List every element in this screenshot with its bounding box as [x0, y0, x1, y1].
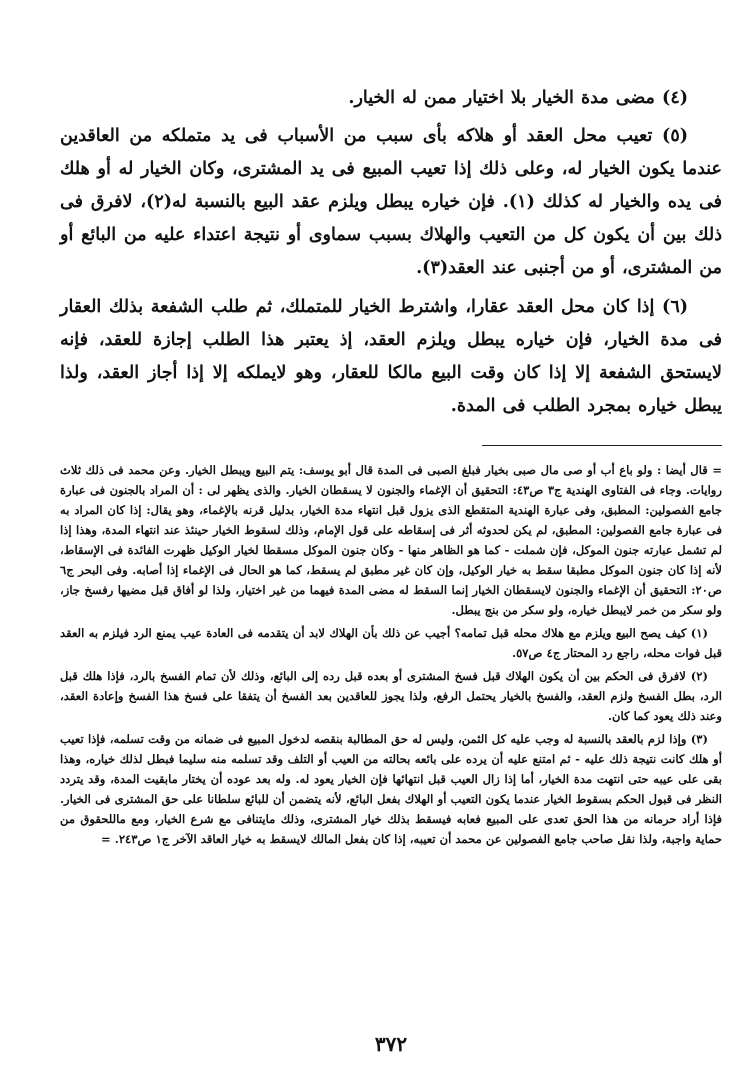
footnote-1: (١) كيف يصح البيع ويلزم مع هلاك محله قبل تمامه؟ أجيب عن ذلك بأن الهلاك لابد أن يتقدمه فى العادة عيب يمنع الرد فيلزم به العقد قبل فوات محله، راجع رد المحتار ج٤ ص٥٧. — [60, 626, 722, 660]
document-page — [60, 82, 722, 1072]
footnote-3: (٣) وإذا لزم بالعقد بالنسبة له وجب عليه كل الثمن، وليس له حق المطالبة بنقصه لدخول المبيع فى ضمانه من وقت تسلمه، فإذا تعيب أو هلك كانت نتيجة ذلك عليه - ثم امتنع عليه أن يرده على بائعه بحالته من العيب أو التلف وقد تسلمه منه سليما فبطل لذلك خياره، وهذا بقى على عيبه حتى انتهت مدة الخيار، أما إذا زال العيب قبل انتهائها فإن الخيار يعود له. وله بعد عوده أن يختار مابقيت المدة، وقد يتردد النظر فى قبول الحكم بسقوط الخيار عندما يكون التعيب أو الهلاك بفعل البائع، لأنه يتضمن أن للبائع سلطانا على حق المشترى فى الخيار. فإذا أراد حرمانه من هذا الحق تعدى على المبيع فعابه فيسقط بذلك خيار المشترى، وذلك مايتنافى مع شرع الخيار، ومع ماللحقوق من حماية واجبة، ولذا نقل صاحب جامع الفصولين عن محمد أن تعيبه، إذا كان بفعل المالك لايسقط به خيار العاقد الآخر ج١ ص٢٤٣. = — [60, 732, 722, 846]
footnote-2: (٢) لافرق فى الحكم بين أن يكون الهلاك قبل فسخ المشترى أو بعده قبل رده إلى البائع، وذلك لأن تمام الفسخ بالرد، فإذا هلك قبل الرد، بطل الفسخ ولزم العقد، والفسخ بالخيار يحتمل الرفع، ولذا يجوز للعاقدين بعد الفسخ أن يتفقا على فسخ هذا الفسخ وإعادة العقد، وعند ذلك يعود كما كان. — [60, 669, 722, 723]
main-text — [60, 82, 722, 423]
paragraph-6: (٦) إذا كان محل العقد عقارا، واشترط الخيار للمتملك، ثم طلب الشفعة بذلك العقار فى مدة الخيار، فإن خياره يبطل ويلزم العقد، إذ يعتبر هذا الطلب إجازة للعقد، فإنه لايستحق الشفعة إلا إذا كان وقت البيع مالكا للعقار، وهو لايملكه إلا إذا أجاز العقد، ولذا يبطل خياره بمجرد الطلب فى المدة. — [60, 297, 722, 416]
paragraph-5: (٥) تعيب محل العقد أو هلاكه بأى سبب من الأسباب فى يد متملكه من العاقدين عندما يكون الخيار له، وعلى ذلك إذا تعيب المبيع فى يد المشترى، وكان الخيار له أو هلك فى يده والخيار له كذلك (١). فإن خياره يبطل ويلزم عقد البيع بالنسبة له(٢)، لافرق فى ذلك بين أن يكون كل من التعيب والهلاك بسبب سماوى أو نتيجة اعتداء عليه من البائع أو من المشترى، أو من أجنبى عند العقد(٣). — [60, 126, 722, 278]
paragraph-4: (٤) مضى مدة الخيار بلا اختيار ممن له الخيار. — [348, 88, 688, 108]
footnote-continuation: = قال أيضا : ولو باع أب أو صى مال صبى بخيار فبلغ الصبى فى المدة قال أبو يوسف: يتم البيع ويبطل الخيار. وعن محمد فى ذلك ثلاث روايات. وجاء فى الفتاوى الهندية ج٣ ص٤٣: التحقيق أن الإغماء والجنون لا يسقطان الخيار. والذى يظهر لى : أن المراد بالجنون فى عبارة جامع الفصولين: المطبق، وفى عبارة الهندية المتقطع الذى يزول قبل انتهاء مدة الخيار، بدليل قرنه بالإغماء، وهو يقال: إذا كان المراد به فى عبارة جامع الفصولين: المطبق، لم يكن لحدوثه أثر فى إسقاطه على قول الإمام، وذلك لسقوط الخيار حينئذ عند انتهاء المدة، وهذا إذا لم تشمل عبارته جنون الموكل، فإن شملت - كما هو الظاهر منها - وكان جنون الموكل مسقطا لخيار الوكيل ظهرت الفائدة فى الإسقاط، لأنه إذا كان جنون الموكل مطبقا سقط به خيار الوكيل، وإن كان غير مطبق لم يسقط، كما هو الحال فى الإغماء إذا أصابه. وفى البحر ج٦ ص٢٠: التحقيق أن الإغماء والجنون لايسقطان الخيار إنما السقط له مضى المدة فيهما من غير اختيار، ولذا لو أفاق قبل مضيها رفسخ جاز، ولو سكر من خمر لايبطل خياره، ولو سكر من بنج يبطل. — [60, 463, 722, 617]
page-number: ٣٧٢ — [374, 1032, 408, 1056]
footnotes-section — [60, 460, 722, 849]
footnote-separator — [482, 445, 722, 446]
